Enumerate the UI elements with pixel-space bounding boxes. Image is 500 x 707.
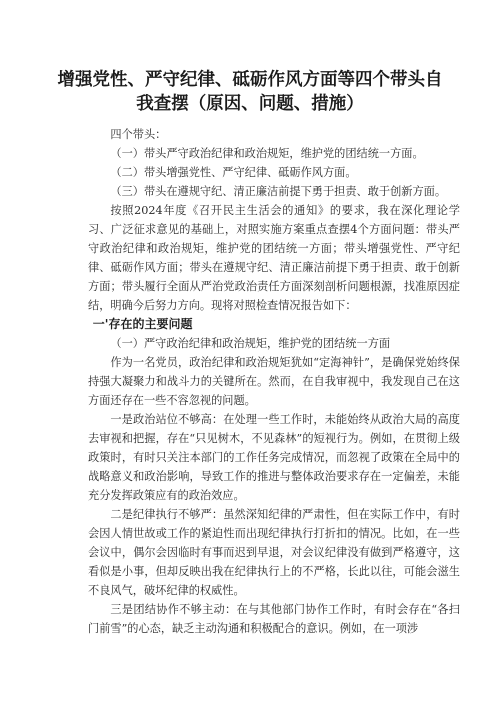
paragraph-four-leads: 四个带头： — [110, 128, 167, 141]
document-title: 增强党性、严守纪律、砥砺作风方面等四个带头自我查摆（原因、问题、措施） — [57, 70, 443, 114]
paragraph-lead-item-1: （一）带头严守政治纪律和政治规矩，维护党的团结统一方面。 — [110, 147, 424, 160]
paragraph-issue-1: 一是政治站位不够高：在处理一些工作时，未能始终从政治大局的高度去审视和把握，存在“只见树木，不见森林”的短视行为。例如，在贯彻上级政策时，有时只关注本部门的工作任务完成情况，而忽视了政策在全局中的战略意义和政治影响，导致工作的推进与整体政治要求存在一定偏差，未能充分发挥政策应有的政治效应。 — [88, 413, 460, 502]
paragraph-intro: 按照2024年度《召开民主生活会的通知》的要求，我在深化理论学习、广泛征求意见的基础上，对照实施方案重点查摆4个方面问题：带头严守政治纪律和政治规矩，维护党的团结统一方面；带头增强党性、严守纪律、砥砺作风方面；带头在遵规守纪、清正廉洁前提下勇于担责、敢于创新方面；带头履行全面从严治党政治责任方面深刻剖析问题根源，找准原因症结，明确今后努力方向。现将对照检查情况报告如下： — [88, 204, 460, 312]
paragraph-issue-3: 三是团结协作不够主动：在与其他部门协作工作时，有时会存在“各扫门前雪”的心态，缺乏主动沟通和积极配合的意识。例如，在一项涉 — [88, 603, 460, 635]
subsection-heading: （一）严守政治纪律和政治规矩，维护党的团结统一方面 — [110, 337, 391, 350]
document-body — [88, 125, 460, 638]
paragraph-lead-item-3: （三）带头在遵规守纪、清正廉洁前提下勇于担责、敢于创新方面。 — [110, 185, 447, 198]
paragraph-lead-item-2: （二）带头增强党性、严守纪律、砥砺作风方面。 — [110, 166, 357, 179]
paragraph-issue-2: 二是纪律执行不够严：虽然深知纪律的严肃性，但在实际工作中，有时会因人情世故或工作的紧迫性而出现纪律执行打折扣的情况。比如，在一些会议中，偶尔会因临时有事而迟到早退，对会议纪律没有做到严格遵守，这看似是小事，但却反映出我在纪律执行上的不严格，长此以往，可能会滋生不良风气，破坏纪律的权威性。 — [88, 508, 460, 597]
paragraph-body: 作为一名党员，政治纪律和政治规矩犹如“定海神针”，是确保党始终保持强大凝聚力和战斗力的关键所在。然而，在自我审视中，我发现自己在这方面还存在一些不容忽视的问题。 — [88, 356, 460, 407]
section-heading: 一'存在的主要问题 — [92, 317, 193, 331]
